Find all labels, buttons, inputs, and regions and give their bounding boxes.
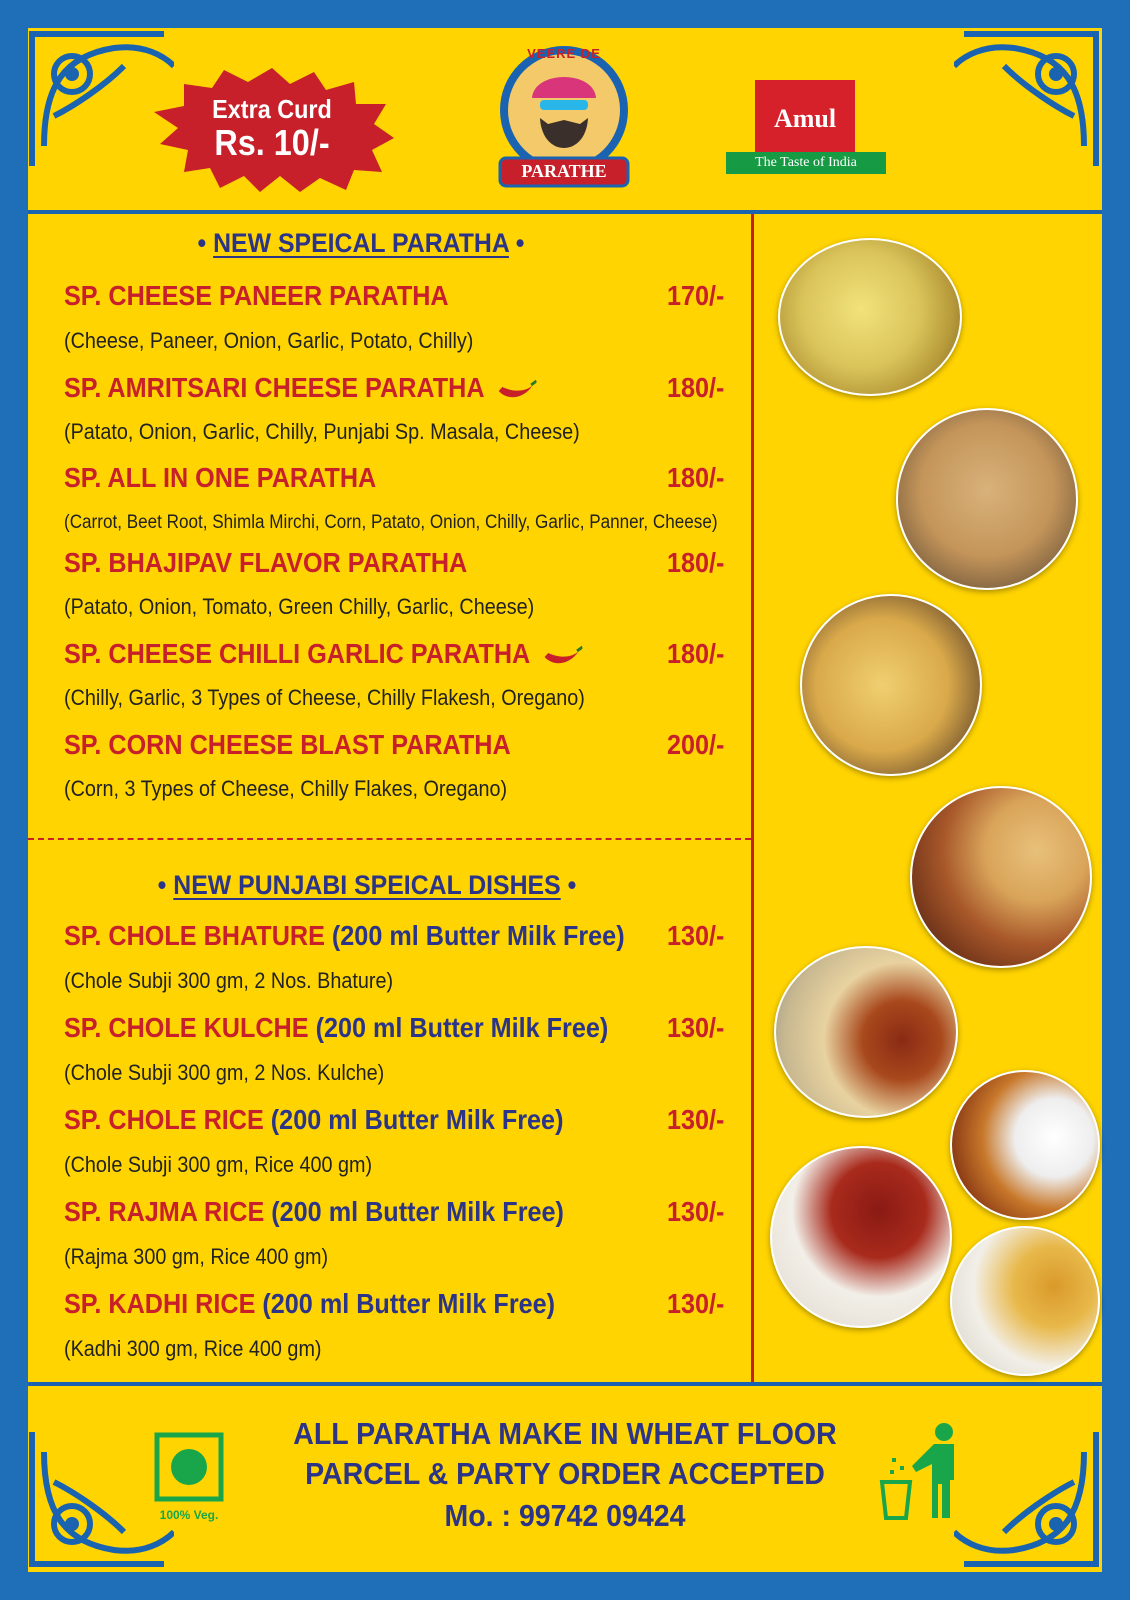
menu-item-name: SP. CHOLE KULCHE [64, 1012, 309, 1043]
menu-item-extra: (200 ml Butter Milk Free) [270, 1104, 564, 1135]
column-divider [751, 214, 754, 1382]
menu-item-desc: (Rajma 300 gm, Rice 400 gm) [64, 1244, 329, 1269]
food-photo-rajma-rice [770, 1146, 952, 1328]
menu-item-desc: (Kadhi 300 gm, Rice 400 gm) [64, 1336, 322, 1361]
food-photo-stuffed-paratha [896, 408, 1078, 590]
logo-top-text: VEERE DE [527, 46, 601, 61]
menu-item-name: SP. RAJMA RICE [64, 1196, 265, 1227]
menu-item-desc: (Chole Subji 300 gm, 2 Nos. Kulche) [64, 1060, 385, 1085]
food-photo-garlic-paratha [800, 594, 982, 776]
menu-item-price: 180/- [667, 547, 725, 578]
menu-item-desc: (Chole Subji 300 gm, 2 Nos. Bhature) [64, 968, 394, 993]
menu-item-name-row [64, 1288, 555, 1320]
dustbin-icon [876, 1420, 976, 1520]
footer-line2: PARCEL & PARTY ORDER ACCEPTED [305, 1456, 825, 1491]
menu-item-name-row [64, 920, 625, 952]
food-photo-chole-bhature [910, 786, 1092, 968]
menu-item-name: SP. CORN CHEESE BLAST PARATHA [64, 729, 511, 760]
header-divider [28, 210, 1102, 214]
menu-item-name-row [64, 1012, 608, 1044]
food-photo-kadhi-rice [950, 1226, 1100, 1376]
menu-item-price: 180/- [667, 462, 725, 493]
footer-line1: ALL PARATHA MAKE IN WHEAT FLOOR [293, 1416, 837, 1451]
veg-label: 100% Veg. [159, 1508, 219, 1522]
menu-item-price: 170/- [667, 280, 725, 311]
food-photo-chole-kulche [774, 946, 958, 1118]
corner-ornament-bottom-left [24, 1422, 174, 1572]
menu-item-price: 130/- [667, 1012, 725, 1043]
menu-item-price: 180/- [667, 638, 725, 669]
sponsor-tagline: The Taste of India [726, 152, 886, 174]
menu-item-desc: (Chole Subji 300 gm, Rice 400 gm) [64, 1152, 373, 1177]
menu-item-name: SP. CHEESE PANEER PARATHA [64, 280, 449, 311]
footer-phone: Mo. : 99742 09424 [444, 1498, 686, 1533]
menu-item-extra: (200 ml Butter Milk Free) [271, 1196, 564, 1227]
menu-item-price: 130/- [667, 920, 725, 951]
menu-item-price: 180/- [667, 372, 725, 403]
chilli-icon [497, 379, 537, 401]
footer-divider [28, 1382, 1102, 1386]
menu-item-extra: (200 ml Butter Milk Free) [262, 1288, 556, 1319]
menu-item-price: 130/- [667, 1288, 725, 1319]
menu-item-name: SP. CHOLE BHATURE [64, 920, 325, 951]
sponsor-name: Amul [773, 104, 837, 133]
corner-ornament-bottom-right [954, 1422, 1104, 1572]
menu-item-price: 130/- [667, 1196, 725, 1227]
menu-item-desc: (Patato, Onion, Garlic, Chilly, Punjabi Sp. Masala, Cheese) [64, 419, 580, 444]
offer-line1: Extra Curd [212, 94, 332, 124]
section-divider [28, 838, 751, 840]
section-title-punjabi-dishes: • NEW PUNJABI SPEICAL DISHES • [157, 870, 577, 900]
menu-item-name-row [64, 1196, 564, 1228]
menu-item-name-row [64, 372, 537, 404]
food-photo-cheese-paratha [778, 238, 962, 396]
menu-item-desc: (Carrot, Beet Root, Shimla Mirchi, Corn, Patato, Onion, Chilly, Garlic, Panner, Cheese) [64, 512, 718, 533]
veg-symbol-icon [154, 1432, 224, 1502]
corner-ornament-top-right [954, 26, 1104, 176]
offer-line2: Rs. 10/- [214, 122, 330, 163]
menu-item-name: SP. BHAJIPAV FLAVOR PARATHA [64, 547, 468, 578]
menu-item-price: 130/- [667, 1104, 725, 1135]
menu-item-name-row [64, 638, 582, 670]
menu-item-desc: (Chilly, Garlic, 3 Types of Cheese, Chilly Flakesh, Oregano) [64, 685, 585, 710]
menu-item-extra: (200 ml Butter Milk Free) [315, 1012, 609, 1043]
logo-banner-text: PARATHE [521, 161, 607, 181]
food-photo-chole-rice [950, 1070, 1100, 1220]
menu-item-name-row [64, 1104, 563, 1136]
menu-item-name: SP. CHOLE RICE [64, 1104, 264, 1135]
menu-item-name: SP. AMRITSARI CHEESE PARATHA [64, 372, 485, 403]
menu-item-extra: (200 ml Butter Milk Free) [331, 920, 625, 951]
menu-item-price: 200/- [667, 729, 725, 760]
menu-item-name: SP. KADHI RICE [64, 1288, 256, 1319]
chilli-icon [543, 645, 583, 667]
menu-item-desc: (Patato, Onion, Tomato, Green Chilly, Garlic, Cheese) [64, 594, 535, 619]
menu-item-desc: (Cheese, Paneer, Onion, Garlic, Potato, Chilly) [64, 328, 474, 353]
menu-item-desc: (Corn, 3 Types of Cheese, Chilly Flakes, Oregano) [64, 776, 508, 801]
menu-item-name: SP. CHEESE CHILLI GARLIC PARATHA [64, 638, 531, 669]
menu-item-name: SP. ALL IN ONE PARATHA [64, 462, 377, 493]
section-title-special-paratha: • NEW SPEICAL PARATHA • [197, 228, 525, 258]
